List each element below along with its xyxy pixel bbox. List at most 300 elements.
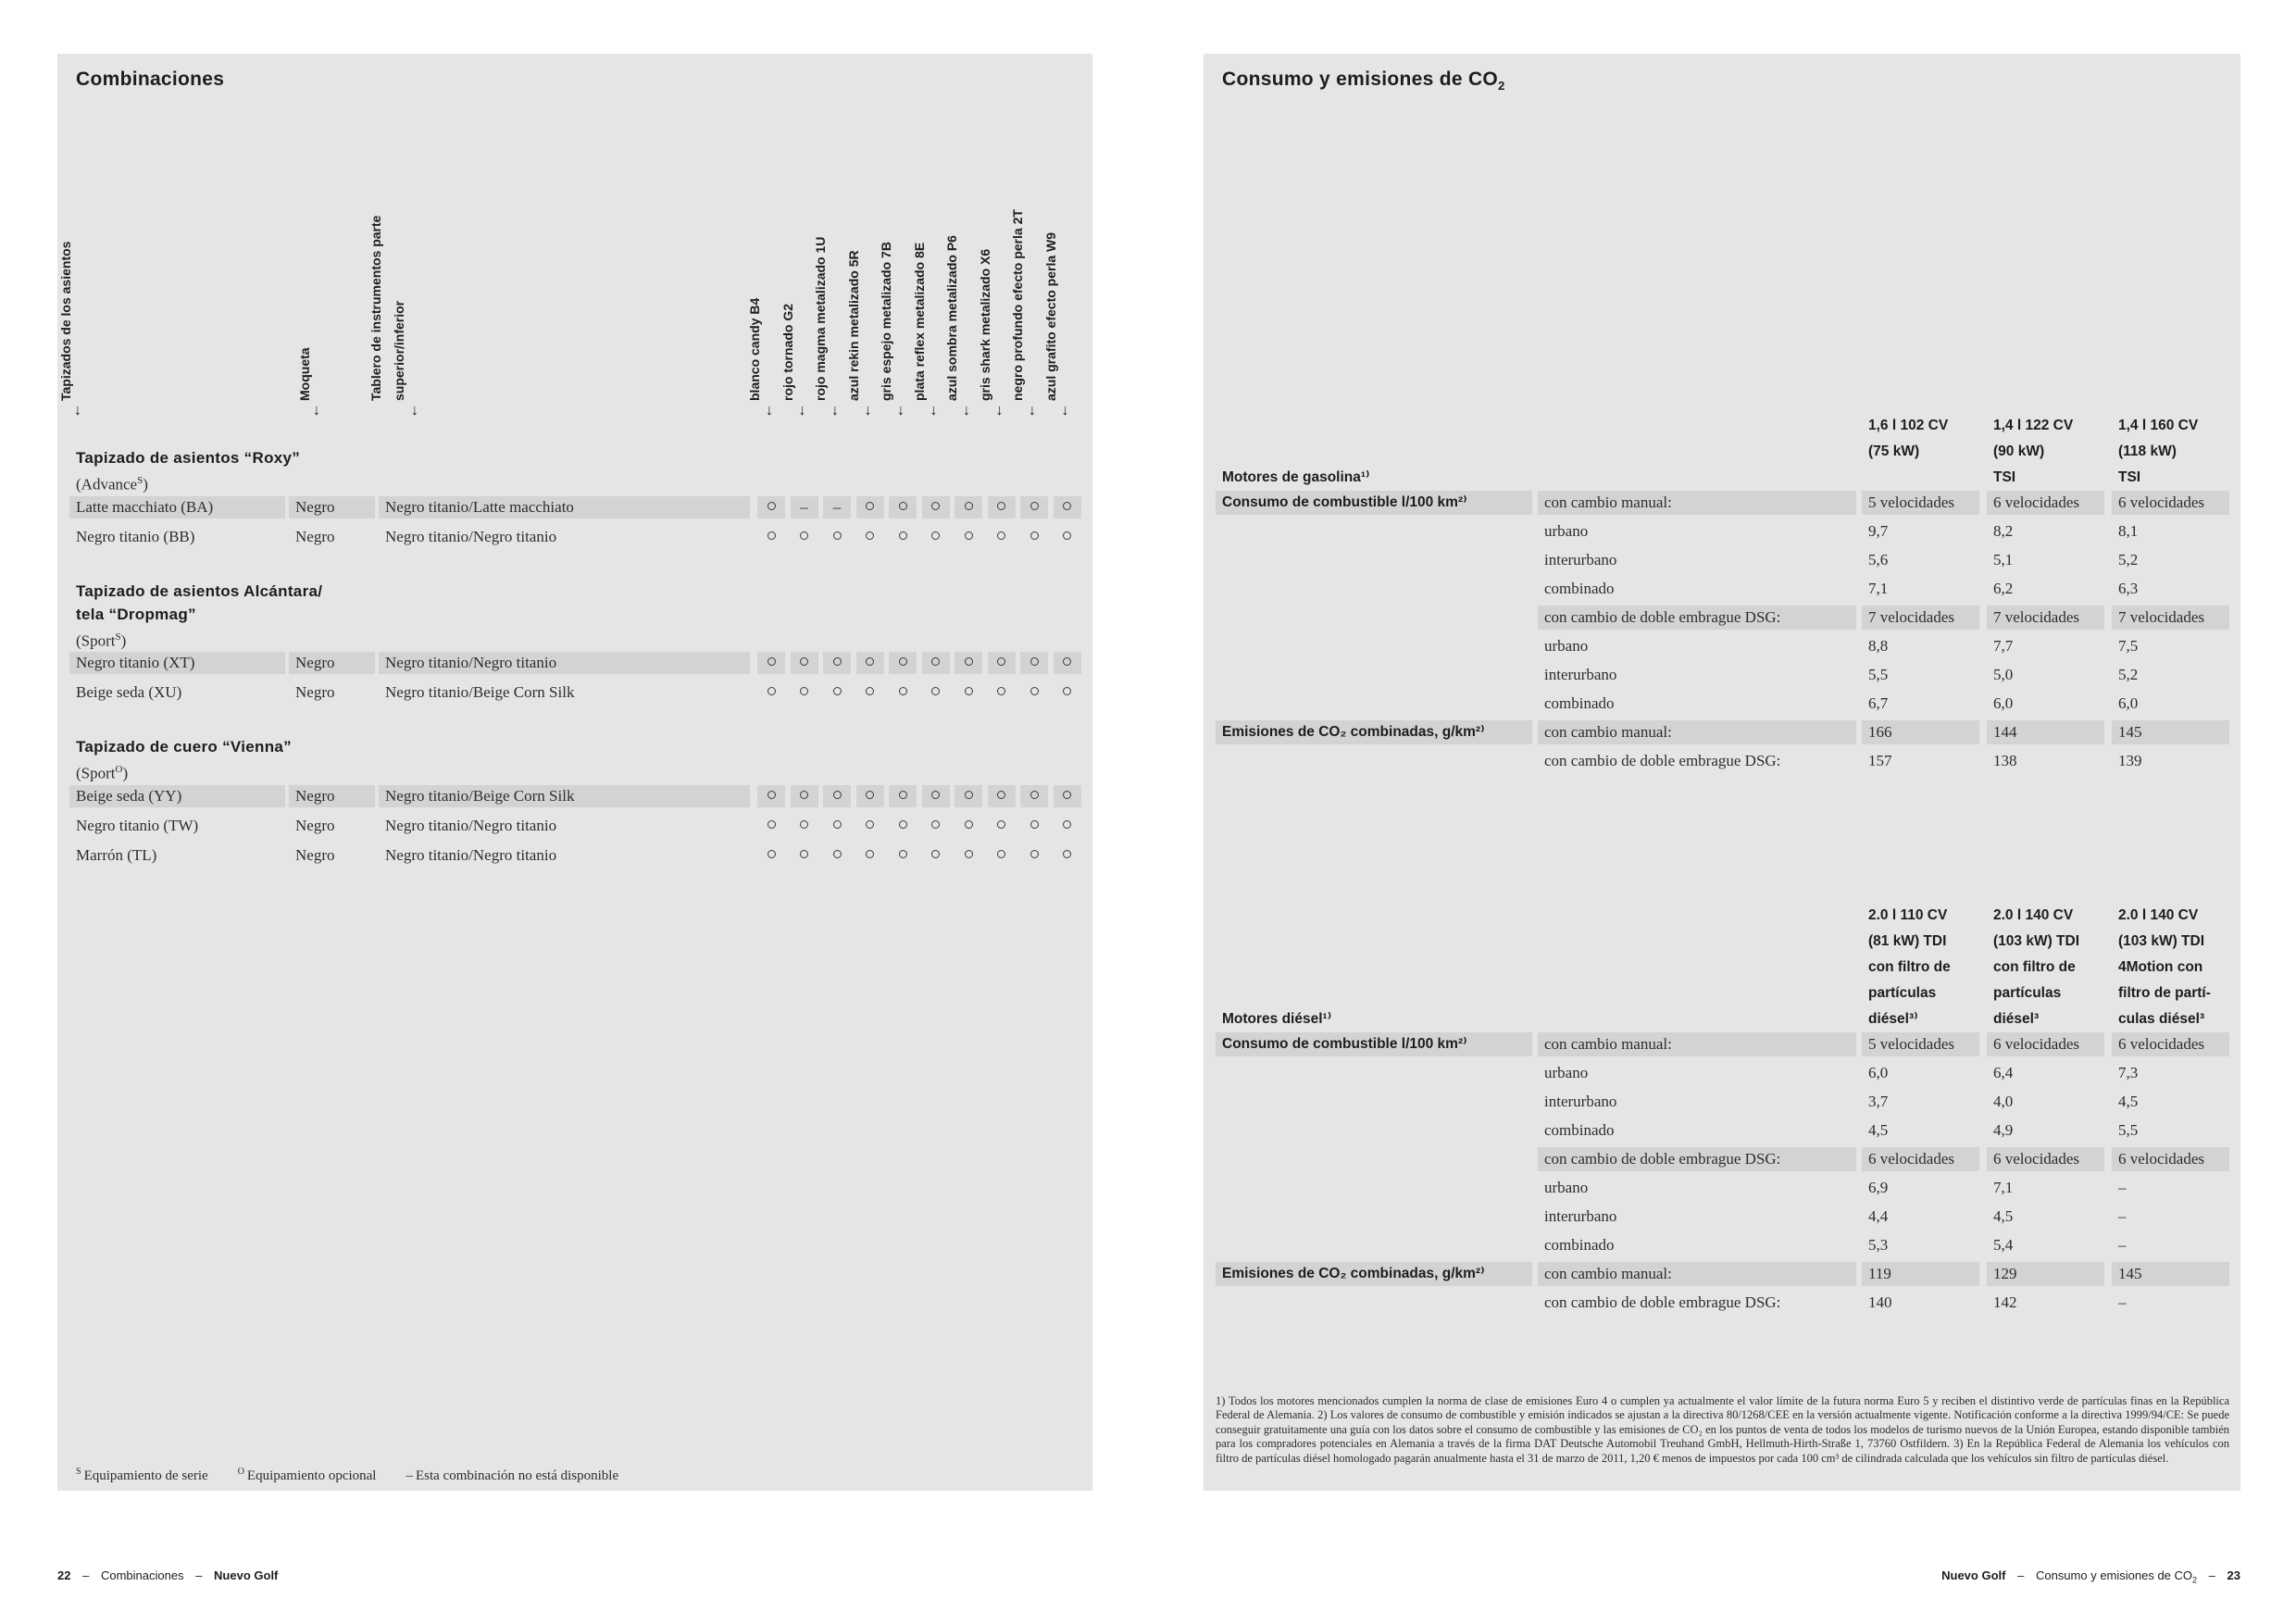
spec-value-cell: 140	[1868, 1293, 1892, 1311]
legend-label: Equipamiento de serie	[83, 1468, 208, 1483]
option-circle-icon	[1063, 850, 1071, 858]
spec-label-cell	[1216, 1205, 1532, 1229]
option-circle-icon	[767, 850, 776, 858]
down-arrow-icon: ↓	[831, 403, 839, 418]
spec-value-cell: 6 velocidades	[1987, 491, 2104, 515]
spec-value-cell: 5,0	[1993, 666, 2014, 683]
spec-sub-cell: interurbano	[1544, 666, 1617, 683]
option-circle-icon	[1063, 657, 1071, 666]
spec-value-cell: –	[2118, 1293, 2127, 1311]
availability-mark	[1054, 652, 1081, 674]
availability-mark	[1020, 815, 1048, 837]
spec-value-cell: 6 velocidades	[2112, 491, 2229, 515]
spec-row	[1216, 1176, 2240, 1200]
option-circle-icon	[899, 531, 907, 540]
spec-value-cell: 6,7	[1868, 694, 1889, 712]
spec-sub-cell: urbano	[1544, 637, 1589, 655]
col-header-seats: Tapizados de los asientos	[58, 241, 73, 401]
spec-value-cell: 4,4	[1868, 1207, 1889, 1225]
spec-value-cell: 145	[2112, 1262, 2229, 1286]
spec-label-cell	[1216, 1090, 1532, 1114]
spec-sub-cell: urbano	[1544, 1064, 1589, 1081]
spec-row	[1216, 663, 2240, 687]
availability-mark	[922, 785, 950, 807]
spec-sub-cell: combinado	[1544, 1236, 1615, 1254]
availability-mark	[922, 652, 950, 674]
option-circle-icon	[1030, 657, 1039, 666]
spec-row	[1216, 519, 2240, 543]
availability-mark	[988, 526, 1016, 548]
combination-row	[69, 681, 1092, 704]
option-circle-icon	[866, 850, 874, 858]
spec-label-cell: Emisiones de CO₂ combinadas, g/km²⁾	[1216, 720, 1532, 744]
availability-mark	[889, 652, 917, 674]
option-circle-icon	[931, 657, 940, 666]
seat-color-cell: Negro titanio (TW)	[76, 816, 199, 834]
availability-mark	[856, 785, 884, 807]
availability-mark	[1020, 785, 1048, 807]
option-circle-icon	[931, 820, 940, 829]
availability-mark	[757, 844, 785, 867]
down-arrow-icon: ↓	[864, 403, 872, 418]
legend-item	[238, 1468, 377, 1483]
option-circle-icon	[1030, 820, 1039, 829]
spec-row	[1216, 1205, 2240, 1229]
spec-value-cell: 7,1	[1993, 1179, 2014, 1196]
page-combinations	[57, 54, 1092, 1491]
engine-header-line: (81 kW) TDI	[1868, 933, 1947, 949]
dashboard-cell: Negro titanio/Latte macchiato	[379, 496, 750, 518]
page-number: 23	[2227, 1568, 2240, 1582]
option-circle-icon	[767, 820, 776, 829]
spec-value-cell: –	[2118, 1236, 2127, 1254]
spec-value-cell: 8,8	[1868, 637, 1889, 655]
spec-label-cell	[1216, 1176, 1532, 1200]
option-circle-icon	[767, 687, 776, 695]
spec-value-cell: 7,3	[2118, 1064, 2139, 1081]
legend-item	[406, 1468, 618, 1483]
availability-mark	[922, 815, 950, 837]
option-circle-icon	[965, 502, 973, 510]
spec-row	[1216, 634, 2240, 658]
col-header-color: azul rekin metalizado 5R	[845, 250, 861, 401]
spec-value-cell: 138	[1993, 752, 2017, 769]
spec-row	[1216, 749, 2240, 773]
spec-row	[1216, 720, 2240, 744]
engines-label: Motores diésel¹⁾	[1222, 1011, 1332, 1027]
gasoline-engines-header	[1216, 413, 2240, 491]
spec-value-cell: 7 velocidades	[2112, 606, 2229, 630]
col-header-color: rojo tornado G2	[780, 304, 795, 401]
spec-sub-cell: interurbano	[1544, 551, 1617, 568]
option-circle-icon	[800, 531, 808, 540]
spec-value-cell: 6,9	[1868, 1179, 1889, 1196]
upholstery-group	[57, 446, 1092, 548]
option-circle-icon	[899, 791, 907, 799]
availability-mark	[988, 785, 1016, 807]
availability-mark	[791, 815, 818, 837]
option-circle-icon	[931, 502, 940, 510]
spec-value-cell: 6 velocidades	[1987, 1032, 2104, 1056]
carpet-cell: Negro	[289, 652, 375, 674]
availability-mark	[757, 496, 785, 518]
diesel-engines-table	[1204, 903, 2240, 1319]
availability-mark	[1020, 496, 1048, 518]
spec-label-cell	[1216, 577, 1532, 601]
availability-mark	[856, 681, 884, 704]
col-header-color: gris shark metalizado X6	[977, 248, 992, 401]
dashboard-cell: Negro titanio/Negro titanio	[385, 816, 557, 834]
option-circle-icon	[800, 657, 808, 666]
option-circle-icon	[767, 791, 776, 799]
trim-level: (Advance$^S$)	[76, 475, 148, 493]
spec-value-cell: 9,7	[1868, 522, 1889, 540]
page-number: 22	[57, 1568, 71, 1582]
availability-mark	[823, 526, 851, 548]
engine-header-line: (90 kW)	[1993, 443, 2045, 459]
engine-header-line: (103 kW) TDI	[1993, 933, 2080, 949]
availability-mark	[757, 681, 785, 704]
spec-value-cell: 6,0	[2118, 694, 2139, 712]
availability-mark	[955, 785, 982, 807]
spec-sub-cell: combinado	[1544, 694, 1615, 712]
spec-label-cell	[1216, 1147, 1532, 1171]
spec-value-cell: 7 velocidades	[1862, 606, 1979, 630]
spec-value-cell: 8,2	[1993, 522, 2014, 540]
spec-label-cell	[1216, 548, 1532, 572]
availability-mark	[922, 496, 950, 518]
availability-mark	[823, 681, 851, 704]
option-circle-icon	[965, 791, 973, 799]
down-arrow-icon: ↓	[411, 403, 418, 418]
option-circle-icon	[866, 687, 874, 695]
option-circle-icon	[833, 791, 842, 799]
page-title-combinations: Combinaciones	[76, 69, 225, 90]
spec-value-cell: 6,0	[1993, 694, 2014, 712]
spec-value-cell: 5,2	[2118, 666, 2139, 683]
option-circle-icon	[899, 657, 907, 666]
option-circle-icon	[1063, 531, 1071, 540]
spec-value-cell: 119	[1862, 1262, 1979, 1286]
legend-symbol: O	[237, 1467, 244, 1477]
footer-brand: Nuevo Golf	[1941, 1568, 2006, 1582]
engine-header	[1987, 413, 2104, 491]
spec-row	[1216, 577, 2240, 601]
subscript-2: 2	[2192, 1575, 2198, 1585]
spec-value-cell: 4,5	[2118, 1093, 2139, 1110]
spec-sub-cell: con cambio de doble embrague DSG:	[1544, 752, 1781, 769]
option-circle-icon	[965, 531, 973, 540]
option-circle-icon	[965, 687, 973, 695]
engine-header-line: diésel³	[1993, 1011, 2040, 1027]
spec-label-cell	[1216, 634, 1532, 658]
spec-label-cell	[1216, 692, 1532, 716]
seat-color-cell: Negro titanio (BB)	[76, 527, 195, 545]
spec-value-cell: 5,3	[1868, 1236, 1889, 1254]
page-footer-right: Nuevo Golf – Consumo y emisiones de $CO_2 - 23$	[1941, 1568, 2240, 1585]
spec-value-cell: 145	[2112, 720, 2229, 744]
trim-level: (Sport$^O$)	[76, 764, 129, 782]
option-circle-icon	[1063, 820, 1071, 829]
col-header-color: plata reflex metalizado 8E	[911, 242, 927, 401]
legend-label: Equipamiento opcional	[246, 1468, 377, 1483]
combination-table	[57, 446, 1092, 874]
option-circle-icon	[1030, 850, 1039, 858]
availability-mark	[988, 652, 1016, 674]
spec-value-cell: 6 velocidades	[2112, 1147, 2229, 1171]
option-circle-icon	[899, 850, 907, 858]
availability-mark	[889, 496, 917, 518]
engine-header-line: (118 kW)	[2118, 443, 2177, 459]
availability-mark	[988, 496, 1016, 518]
option-circle-icon	[866, 791, 874, 799]
legend-symbol: S	[76, 1467, 81, 1477]
spec-sub-cell: con cambio manual:	[1538, 1032, 1856, 1056]
spec-label-cell	[1216, 663, 1532, 687]
option-circle-icon	[899, 687, 907, 695]
spec-sub-cell: con cambio manual:	[1538, 1262, 1856, 1286]
spec-sub-cell: urbano	[1544, 1179, 1589, 1196]
dashboard-cell: Negro titanio/Negro titanio	[379, 652, 750, 674]
availability-mark	[988, 815, 1016, 837]
spec-value-cell: 6 velocidades	[1987, 1147, 2104, 1171]
page-footer-left: 22 – Combinaciones – Nuevo Golf	[57, 1568, 279, 1582]
engine-header-line: con filtro de	[1868, 959, 1951, 975]
availability-mark	[922, 526, 950, 548]
option-circle-icon	[965, 850, 973, 858]
seat-color-cell: Beige seda (YY)	[69, 785, 285, 807]
availability-mark	[856, 844, 884, 867]
spec-value-cell: 142	[1993, 1293, 2017, 1311]
spec-value-cell: 6,4	[1993, 1064, 2014, 1081]
spec-value-cell: 166	[1862, 720, 1979, 744]
down-arrow-icon: ↓	[74, 403, 81, 418]
spec-value-cell: 5,2	[2118, 551, 2139, 568]
engine-header-line: 1,4 l 160 CV	[2118, 418, 2199, 433]
availability-mark	[757, 526, 785, 548]
option-circle-icon	[1063, 791, 1071, 799]
spec-value-cell: 6,3	[2118, 580, 2139, 597]
spec-sub-cell: con cambio manual:	[1538, 491, 1856, 515]
carpet-cell: Negro	[295, 845, 335, 864]
dashboard-cell: Negro titanio/Beige Corn Silk	[385, 683, 575, 702]
option-circle-icon	[1030, 791, 1039, 799]
availability-mark	[889, 844, 917, 867]
engine-header-line: filtro de partí-	[2118, 985, 2211, 1001]
availability-mark	[922, 681, 950, 704]
option-circle-icon	[833, 687, 842, 695]
option-circle-icon	[800, 791, 808, 799]
carpet-cell: Negro	[295, 527, 335, 545]
availability-mark: –	[823, 496, 851, 518]
option-circle-icon	[931, 687, 940, 695]
down-arrow-icon: ↓	[766, 403, 773, 418]
spec-label-cell	[1216, 1061, 1532, 1085]
availability-mark	[856, 652, 884, 674]
spec-label-cell	[1216, 1118, 1532, 1143]
spec-value-cell: 6 velocidades	[1862, 1147, 1979, 1171]
option-circle-icon	[767, 531, 776, 540]
engine-header-line: TSI	[1993, 469, 2016, 485]
spec-sub-cell: con cambio de doble embrague DSG:	[1544, 1293, 1781, 1311]
option-circle-icon	[1063, 687, 1071, 695]
subscript-2: 2	[1498, 79, 1505, 94]
option-circle-icon	[997, 502, 1005, 510]
combination-row	[69, 652, 1092, 674]
spec-label-cell: Emisiones de CO₂ combinadas, g/km²⁾	[1216, 1262, 1532, 1286]
engine-header	[2112, 903, 2229, 1032]
availability-mark	[791, 844, 818, 867]
spec-sub-cell: combinado	[1544, 1121, 1615, 1139]
spec-value-cell: 139	[2118, 752, 2142, 769]
availability-mark	[922, 844, 950, 867]
engine-header	[1862, 903, 1979, 1032]
dashboard-cell: Negro titanio/Beige Corn Silk	[379, 785, 750, 807]
spec-sub-cell: urbano	[1544, 522, 1589, 540]
option-circle-icon	[965, 657, 973, 666]
availability-mark	[791, 652, 818, 674]
availability-mark	[757, 785, 785, 807]
spec-value-cell: 4,0	[1993, 1093, 2014, 1110]
spec-value-cell: 6,2	[1993, 580, 2014, 597]
page-title-consumption: Consumo y emisiones de $CO_2$	[1222, 69, 1505, 94]
availability-mark	[988, 681, 1016, 704]
option-circle-icon	[997, 657, 1005, 666]
engine-header	[1862, 413, 1979, 491]
option-circle-icon	[767, 657, 776, 666]
seat-color-cell: Beige seda (XU)	[76, 683, 182, 702]
footer-brand: Nuevo Golf	[214, 1568, 279, 1582]
spec-sub-cell: con cambio de doble embrague DSG:	[1538, 1147, 1856, 1171]
availability-mark	[757, 815, 785, 837]
spec-row	[1216, 1032, 2240, 1056]
footer-section: Combinaciones	[100, 1568, 184, 1582]
option-circle-icon	[997, 820, 1005, 829]
engine-header-line: 2.0 l 140 CV	[1993, 907, 2074, 923]
spec-label-cell	[1216, 1233, 1532, 1257]
option-circle-icon	[866, 531, 874, 540]
availability-mark	[1020, 681, 1048, 704]
col-header-color: azul sombra metalizado P6	[944, 235, 959, 401]
combination-row	[69, 844, 1092, 867]
gasoline-engines-table	[1204, 413, 2240, 778]
legend	[76, 1467, 648, 1484]
engine-header-line: 2.0 l 110 CV	[1868, 907, 1948, 923]
option-circle-icon	[931, 531, 940, 540]
option-circle-icon	[800, 850, 808, 858]
option-circle-icon	[965, 820, 973, 829]
spec-sub-cell: con cambio manual:	[1538, 720, 1856, 744]
option-circle-icon	[800, 820, 808, 829]
availability-mark	[856, 815, 884, 837]
combination-row	[69, 815, 1092, 837]
carpet-cell: Negro	[295, 816, 335, 834]
down-arrow-icon: ↓	[897, 403, 905, 418]
option-circle-icon	[866, 820, 874, 829]
spec-value-cell: 5,6	[1868, 551, 1889, 568]
spec-label-cell: Consumo de combustible l/100 km²⁾	[1216, 491, 1532, 515]
engine-header-line: 2.0 l 140 CV	[2118, 907, 2199, 923]
spec-value-cell: 7,7	[1993, 637, 2014, 655]
spec-value-cell: 144	[1987, 720, 2104, 744]
option-circle-icon	[899, 502, 907, 510]
spec-value-cell: 5,4	[1993, 1236, 2014, 1254]
availability-mark	[1020, 652, 1048, 674]
availability-mark	[889, 526, 917, 548]
option-circle-icon	[931, 850, 940, 858]
spec-value-cell: 6,0	[1868, 1064, 1889, 1081]
availability-mark	[823, 844, 851, 867]
spec-row	[1216, 1061, 2240, 1085]
spec-value-cell: 157	[1868, 752, 1892, 769]
down-arrow-icon: ↓	[1061, 403, 1069, 418]
option-circle-icon	[1030, 687, 1039, 695]
combination-table-header	[57, 54, 1092, 433]
availability-mark	[823, 815, 851, 837]
spec-row	[1216, 1118, 2240, 1143]
option-circle-icon	[899, 820, 907, 829]
spec-sub-cell: interurbano	[1544, 1207, 1617, 1225]
availability-mark: –	[791, 496, 818, 518]
availability-mark	[856, 526, 884, 548]
availability-mark	[889, 681, 917, 704]
availability-mark	[823, 652, 851, 674]
engine-header	[1987, 903, 2104, 1032]
option-circle-icon	[800, 687, 808, 695]
footer-section: Consumo y emisiones de $CO_2$	[2035, 1568, 2198, 1585]
engines-label: Motores de gasolina¹⁾	[1222, 469, 1370, 485]
engine-header-line: 1,6 l 102 CV	[1868, 418, 1949, 433]
dashboard-cell: Negro titanio/Negro titanio	[385, 845, 557, 864]
spec-value-cell: 5,5	[1868, 666, 1889, 683]
legend-item	[76, 1468, 208, 1483]
spec-value-cell: 8,1	[2118, 522, 2139, 540]
option-circle-icon	[931, 791, 940, 799]
col-header-color: blanco candy B4	[747, 297, 762, 401]
engine-header-line: 1,4 l 122 CV	[1993, 418, 2074, 433]
engine-header-line: 4Motion con	[2118, 959, 2203, 975]
seat-color-cell: Negro titanio (XT)	[69, 652, 285, 674]
availability-mark	[791, 526, 818, 548]
option-circle-icon	[833, 820, 842, 829]
spec-value-cell: 7,1	[1868, 580, 1889, 597]
carpet-cell: Negro	[289, 785, 375, 807]
spec-value-cell: 3,7	[1868, 1093, 1889, 1110]
engine-header-line: culas diésel³	[2118, 1011, 2205, 1027]
option-circle-icon	[997, 791, 1005, 799]
spec-value-cell: 4,5	[1993, 1207, 2014, 1225]
option-circle-icon	[833, 531, 842, 540]
availability-mark	[955, 681, 982, 704]
spec-row	[1216, 1233, 2240, 1257]
spec-value-cell: 7,5	[2118, 637, 2139, 655]
col-header-color: gris espejo metalizado 7B	[879, 242, 893, 401]
availability-mark	[955, 844, 982, 867]
upholstery-group-title: tela “Dropmag”	[76, 605, 196, 623]
trim-level: (Sport$^S$)	[76, 631, 127, 650]
carpet-cell: Negro	[295, 683, 335, 702]
dashboard-cell: Negro titanio/Negro titanio	[385, 527, 557, 545]
legend-label: Esta combinación no está disponible	[415, 1468, 619, 1483]
seat-color-cell: Marrón (TL)	[76, 845, 157, 864]
option-circle-icon	[997, 850, 1005, 858]
spec-value-cell: 4,9	[1993, 1121, 2014, 1139]
availability-mark	[757, 652, 785, 674]
option-circle-icon	[1063, 502, 1071, 510]
spec-row	[1216, 692, 2240, 716]
spec-value-cell: 4,5	[1868, 1121, 1889, 1139]
spec-label-cell	[1216, 606, 1532, 630]
